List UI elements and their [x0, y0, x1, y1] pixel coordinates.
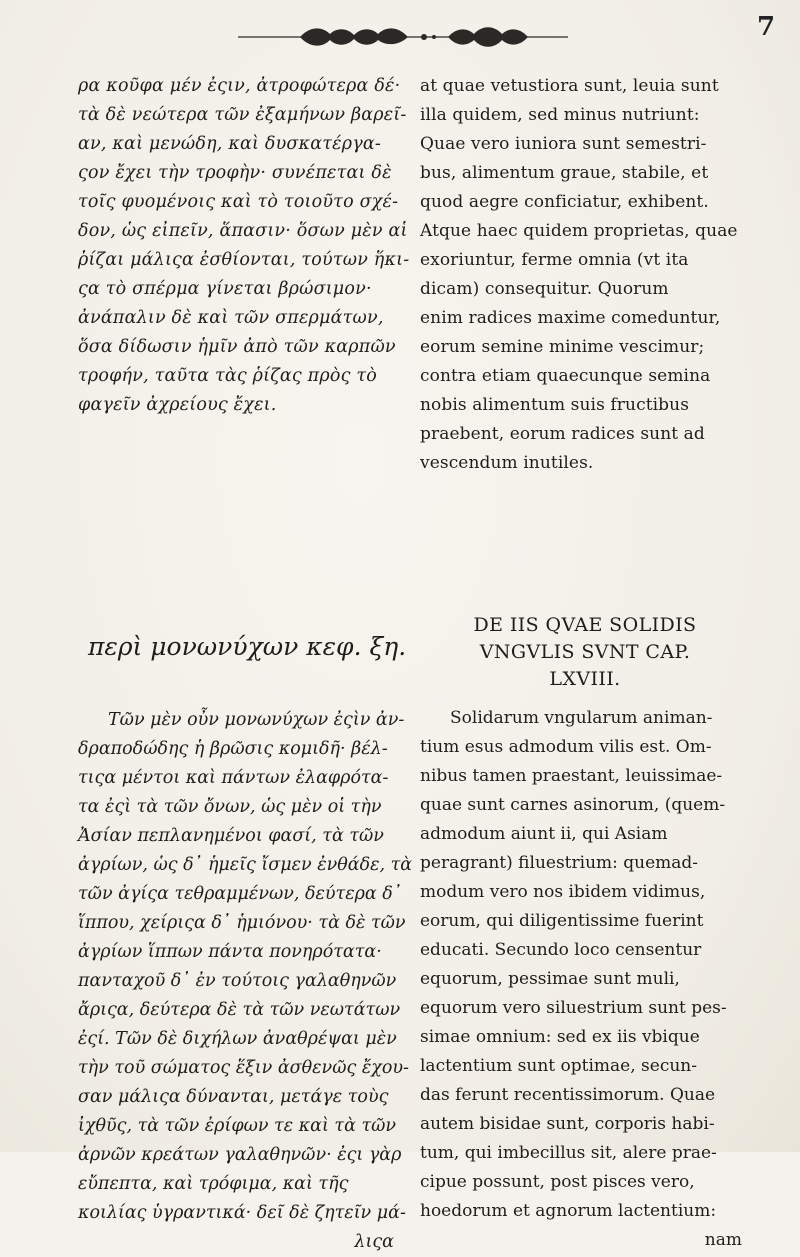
greek-line: τοῖς φυομένοις καὶ τὸ τοιοῦτο σχέ- [78, 192, 399, 212]
latin-line: Atque haec quidem proprietas, quae [420, 221, 738, 241]
greek-line: ςα τὸ σπέρμα γίνεται βρώσιμον· [78, 279, 372, 299]
latin-line: bus, alimentum graue, stabile, et [420, 163, 709, 183]
chapter-heading-latin [420, 612, 750, 693]
greek-line: ἀνάπαλιν δὲ καὶ τῶν σπερμάτων, [78, 308, 384, 328]
latin-line: simae omnium: sed ex iis vbique [420, 1027, 700, 1047]
greek-line: δραποδώδης ἡ βρῶσις κομιδῆ· βέλ- [78, 739, 388, 759]
latin-line: lactentium sunt optimae, secun- [420, 1056, 697, 1076]
greek-line: Ἀσίαν πεπλανημένοι φασί, τὰ τῶν [78, 826, 384, 846]
heading-latin-line: DE IIS QVAE SOLIDIS [473, 614, 697, 636]
latin-line: autem bisidae sunt, corporis habi- [420, 1114, 715, 1134]
greek-line: φαγεῖν ἀχρείους ἔχει. [78, 395, 277, 415]
latin-line: nobis alimentum suis fructibus [420, 395, 690, 415]
latin-line: quae sunt carnes asinorum, (quem- [420, 795, 726, 815]
latin-line: modum vero nos ibidem vidimus, [420, 882, 706, 902]
chapter-heading-greek: περὶ μονωνύχων κεφ. ξη. [88, 632, 407, 661]
heading-latin-line: VNGVLIS SVNT CAP. [479, 641, 691, 663]
greek-text-body [78, 706, 413, 1257]
latin-line: vescendum inutiles. [420, 453, 594, 473]
latin-line: praebent, eorum radices sunt ad [420, 424, 705, 444]
latin-line: das ferunt recentissimorum. Quae [420, 1085, 716, 1105]
latin-line: Quae vero iuniora sunt semestri- [420, 134, 707, 154]
greek-line: ρα κοῦφα μέν ἐςιν, ἀτροφώτερα δέ· [78, 76, 401, 96]
latin-line: quod aegre conficiatur, exhibent. [420, 192, 709, 212]
greek-line: ἰχθῦς, τὰ τῶν ἐρίφων τε καὶ τὰ τῶν [78, 1116, 397, 1136]
greek-line: δον, ὡς εἰπεῖν, ἅπασιν· ὅσων μὲν αἱ [78, 221, 408, 241]
latin-text-top [420, 72, 750, 478]
latin-line: dicam) consequitur. Quorum [420, 279, 669, 299]
greek-line: ἀρνῶν κρεάτων γαλαθηνῶν· ἐςι γὰρ [78, 1145, 402, 1165]
latin-line: enim radices maxime comeduntur, [420, 308, 721, 328]
greek-line: ςον ἔχει τὴν τροφὴν· συνέπεται δὲ [78, 163, 392, 183]
heading-latin-line: LXVIII. [549, 668, 621, 690]
greek-line: τὰ δὲ νεώτερα τῶν ἐξαμήνων βαρεῖ- [78, 105, 407, 125]
latin-line: eorum, qui diligentissime fuerint [420, 911, 704, 931]
greek-line: τιςα μέντοι καὶ πάντων ἐλαφρότα- [78, 768, 389, 788]
greek-line: Τῶν μὲν οὖν μονωνύχων ἐςὶν ἀν- [108, 710, 405, 730]
greek-line: αν, καὶ μενώδη, καὶ δυσκατέργα- [78, 134, 381, 154]
latin-line: contra etiam quaecunque semina [420, 366, 711, 386]
latin-line: admodum aiunt ii, qui Asiam [420, 824, 668, 844]
latin-line: at quae vetustiora sunt, leuia sunt [420, 76, 719, 96]
greek-line: τροφήν, ταῦτα τὰς ῥίζας πρὸς τὸ [78, 366, 377, 386]
greek-line: κοιλίας ὑγραντικά· δεῖ δὲ ζητεῖν μά- [78, 1203, 406, 1223]
greek-text-top [78, 72, 410, 420]
greek-line: εὔπεπτα, καὶ τρόφιμα, καὶ τῆς [78, 1174, 349, 1194]
greek-line: ἄριςα, δεύτερα δὲ τὰ τῶν νεωτάτων [78, 1000, 401, 1020]
latin-line: equorum, pessimae sunt muli, [420, 969, 680, 989]
latin-text-body [420, 704, 750, 1255]
ornament-rule-icon [238, 22, 568, 48]
latin-line: Solidarum vngularum animan- [450, 708, 713, 728]
greek-line: ὅσα δίδωσιν ἡμῖν ἀπὸ τῶν καρπῶν [78, 337, 396, 357]
greek-line: πανταχοῦ δ᾽ ἐν τούτοις γαλαθηνῶν [78, 971, 397, 991]
greek-line: τῶν ἀγίςα τεθραμμένων, δεύτερα δ᾽ [78, 884, 402, 904]
latin-line: eorum semine minime vescimur; [420, 337, 705, 357]
latin-line: hoedorum et agnorum lactentium: [420, 1201, 717, 1221]
greek-catchword: λιςα [354, 1232, 394, 1252]
latin-line: educati. Secundo loco censentur [420, 940, 702, 960]
latin-line: nibus tamen praestant, leuissimae- [420, 766, 723, 786]
greek-line: ἀγρίων, ὡς δ᾽ ἡμεῖς ἴσμεν ἐνθάδε, τὰ [78, 855, 413, 875]
greek-line: ἵππου, χείριςα δ᾽ ἡμιόνου· τὰ δὲ τῶν [78, 913, 406, 933]
latin-catchword: nam [704, 1230, 742, 1250]
latin-line: equorum vero siluestrium sunt pes- [420, 998, 727, 1018]
greek-line: τὴν τοῦ σώματος ἕξιν ἀσθενῶς ἔχου- [78, 1058, 409, 1078]
latin-line: peragrant) filuestrium: quemad- [420, 853, 699, 873]
latin-line: tum, qui imbecillus sit, alere prae- [420, 1143, 717, 1163]
page-number: 7 [757, 12, 776, 42]
latin-line: tium esus admodum vilis est. Om- [420, 737, 712, 757]
latin-line: exoriuntur, ferme omnia (vt ita [420, 250, 689, 270]
greek-line: σαν μάλιςα δύνανται, μετάγε τοὺς [78, 1087, 389, 1107]
latin-line: illa quidem, sed minus nutriunt: [420, 105, 700, 125]
greek-line: τα ἐςὶ τὰ τῶν ὄνων, ὡς μὲν οἱ τὴν [78, 797, 382, 817]
latin-line: cipue possunt, post pisces vero, [420, 1172, 695, 1192]
greek-line: ῥίζαι μάλιςα ἐσθίονται, τούτων ἥκι- [78, 250, 410, 270]
greek-line: ἀγρίων ἵππων πάντα πονηρότατα· [78, 942, 382, 962]
greek-line: ἐςί. Τῶν δὲ διχήλων ἀναθρέψαι μὲν [78, 1029, 397, 1049]
